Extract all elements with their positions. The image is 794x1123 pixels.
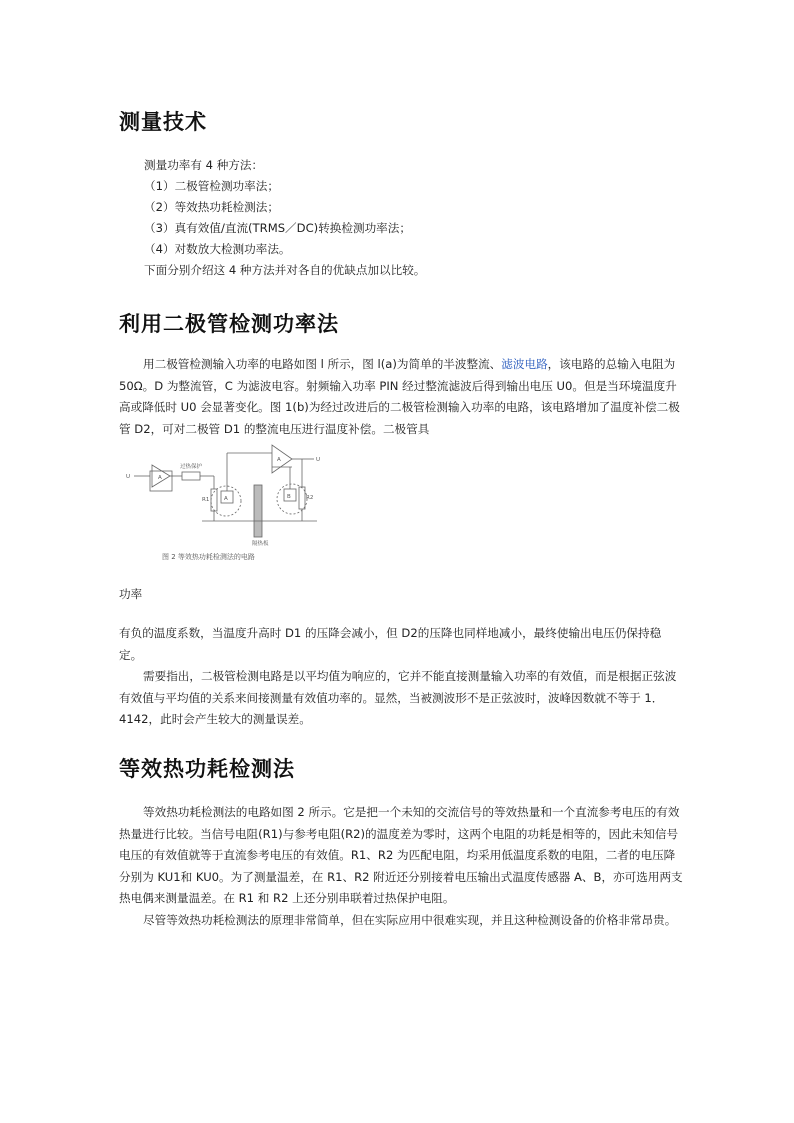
section-title-measurement: 测量技术 bbox=[119, 109, 207, 134]
circuit-diagram bbox=[122, 443, 337, 565]
method-item-3: （3）真有效值/直流(TRMS／DC)转换检测功率法； bbox=[144, 221, 411, 235]
filter-circuit-link[interactable]: 滤波电路 bbox=[501, 357, 548, 371]
diode-paragraph-2: 有负的温度系数，当温度升高时 D1 的压降会减小，但 D2的压降也同样地减小，最终使输出电压仍保持稳定。 bbox=[119, 626, 662, 662]
diode-p1-text-a: 用二极管检测输入功率的电路如图 l 所示，图 l(a)为简单的半波整流、 bbox=[143, 357, 502, 371]
label-amp-left: A bbox=[158, 475, 162, 481]
method-item-2: （2）等效热功耗检测法； bbox=[144, 200, 279, 214]
figure-caption: 图 2 等效热功耗检测法的电路 bbox=[162, 553, 255, 561]
label-output: U bbox=[316, 457, 321, 463]
thermal-paragraph-2: 尽管等效热功耗检测法的原理非常简单，但在实际应用中很难实现，并且这种检测设备的价格非常昂贵。 bbox=[143, 913, 677, 927]
section-title-thermal: 等效热功耗检测法 bbox=[119, 756, 295, 781]
diode-paragraph-1 bbox=[119, 354, 683, 440]
label-amp-right: A bbox=[277, 457, 281, 463]
label-insulation: 隔热板 bbox=[252, 541, 269, 547]
method-item-1: （1）二极管检测功率法； bbox=[144, 179, 279, 193]
text-fragment: 功率 bbox=[119, 587, 143, 601]
diode-p1-text-b: ，该电路的总输入电阻为 50Ω。D 为整流管，C 为滤波电容。射频输入功率 PIN 经过整流滤波后得到输出电压 U0。但是当环境温度升高或降低时 U0 会显著变化。图 1(b)为经过改进后的二极管检测输入功率的电路，该电路增加了温度补偿二极管 D2，可对二极管 D1 的整流电压进行温度补偿。二极管具 bbox=[119, 357, 680, 436]
label-sensor-a: A bbox=[224, 496, 228, 502]
methods-outro: 下面分别介绍这 4 种方法并对各自的优缺点加以比较。 bbox=[144, 263, 426, 277]
label-sensor-b: B bbox=[287, 494, 291, 500]
label-r2: R2 bbox=[306, 495, 314, 501]
section-title-diode: 利用二极管检测功率法 bbox=[119, 311, 339, 336]
diode-paragraph-3: 需要指出，二极管检测电路是以平均值为响应的，它并不能直接测量输入功率的有效值，而是根据正弦波有效值与平均值的关系来间接测量有效值功率的。显然，当被测波形不是正弦波时，波峰因数就不等于 1．4142，此时会产生较大的测量误差。 bbox=[119, 669, 677, 727]
methods-intro: 测量功率有 4 种方法： bbox=[144, 158, 264, 172]
label-r1: R1 bbox=[202, 497, 210, 503]
method-item-4: （4）对数放大检测功率法。 bbox=[144, 242, 291, 256]
label-protect: 过热保护 bbox=[180, 464, 203, 470]
thermal-paragraph-1: 等效热功耗检测法的电路如图 2 所示。它是把一个未知的交流信号的等效热量和一个直流参考电压的有效热量进行比较。当信号电阻(R1)与参考电阻(R2)的温度差为零时，这两个电阻的功耗是相等的，因此未知信号电压的有效值就等于直流参考电压的有效值。R1、R2 为匹配电阻，均采用低温度系数的电阻，二者的电压降分别为 KU1和 KU0。为了测量温差，在 R1、R2 附近还分别接着电压输出式温度传感器 A、B，亦可选用两支热电偶来测量温差。在 R1 和 R2 上还分别串联着过热保护电阻。 bbox=[119, 805, 683, 906]
label-input: U bbox=[126, 474, 131, 480]
circuit-figure bbox=[122, 443, 337, 565]
